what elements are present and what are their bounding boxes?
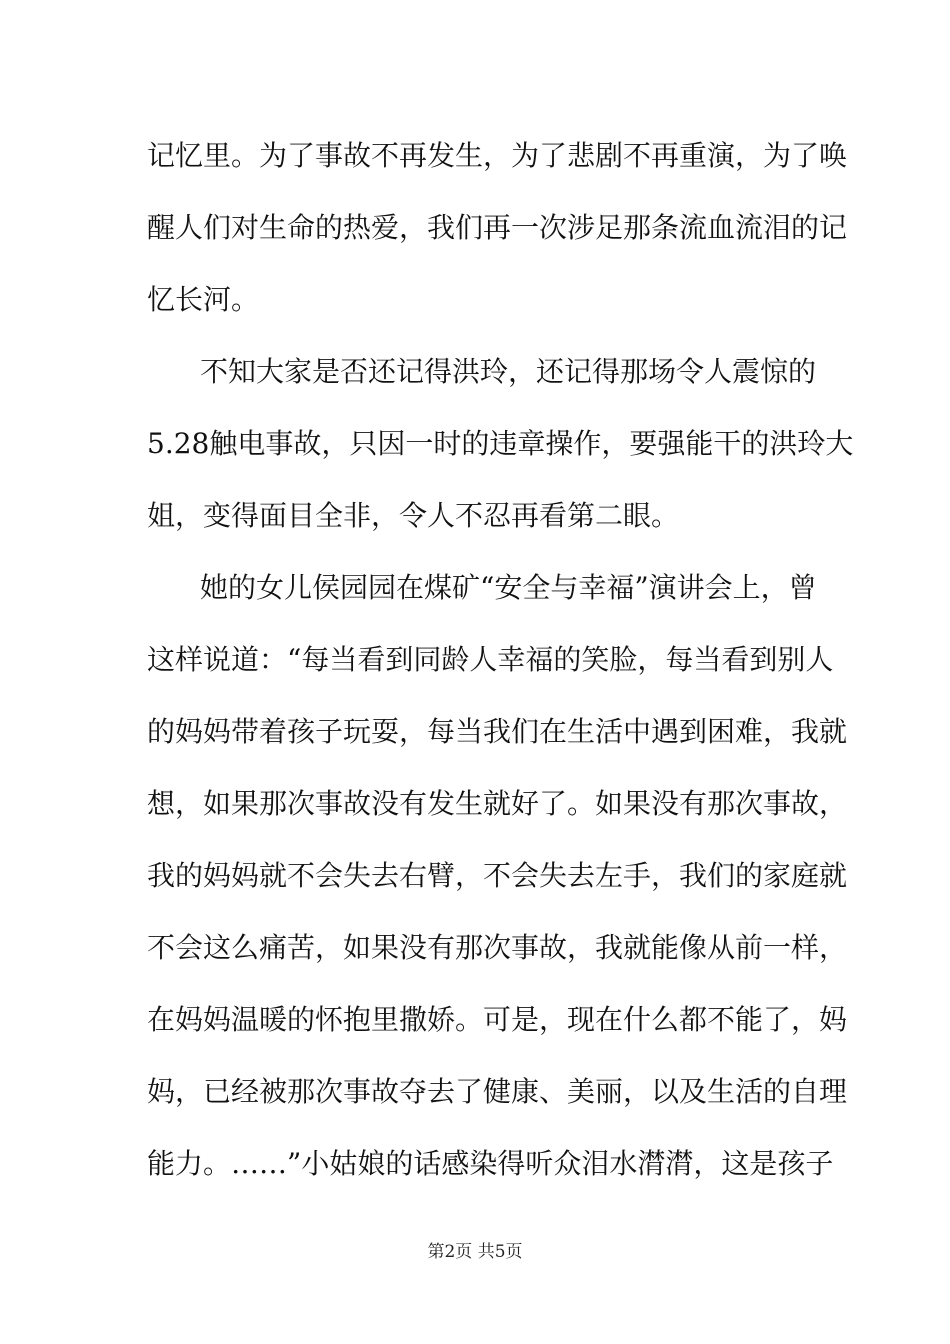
text-line: 的妈妈带着孩子玩耍，每当我们在生活中遇到困难，我就 bbox=[147, 715, 848, 748]
text-line: 5.28触电事故，只因一时的违章操作，要强能干的洪玲大 bbox=[147, 427, 854, 460]
text-line: 在妈妈温暖的怀抱里撒娇。可是，现在什么都不能了，妈 bbox=[147, 1003, 848, 1036]
text-line: 能力。……”小姑娘的话感染得听众泪水潸潸，这是孩子 bbox=[147, 1147, 834, 1180]
text-line: 妈，已经被那次事故夺去了健康、美丽，以及生活的自理 bbox=[147, 1075, 848, 1108]
text-line-paragraph-start: 她的女儿侯园园在煤矿“安全与幸福”演讲会上，曾 bbox=[200, 571, 817, 604]
text-line: 记忆里。为了事故不再发生，为了悲剧不再重演，为了唤 bbox=[147, 139, 848, 172]
text-line: 醒人们对生命的热爱，我们再一次涉足那条流血流泪的记 bbox=[147, 211, 848, 244]
text-line: 这样说道：“每当看到同龄人幸福的笑脸，每当看到别人 bbox=[147, 643, 834, 676]
text-line: 忆长河。 bbox=[147, 283, 260, 316]
page-number-footer: 第2页 共5页 bbox=[427, 1242, 523, 1262]
text-line: 想，如果那次事故没有发生就好了。如果没有那次事故， bbox=[147, 787, 848, 820]
text-line: 姐，变得面目全非，令人不忍再看第二眼。 bbox=[147, 499, 680, 532]
text-line: 不会这么痛苦，如果没有那次事故，我就能像从前一样， bbox=[147, 931, 848, 964]
text-line-paragraph-start: 不知大家是否还记得洪玲，还记得那场令人震惊的 bbox=[200, 355, 817, 388]
text-line: 我的妈妈就不会失去右臂，不会失去左手，我们的家庭就 bbox=[147, 859, 848, 892]
